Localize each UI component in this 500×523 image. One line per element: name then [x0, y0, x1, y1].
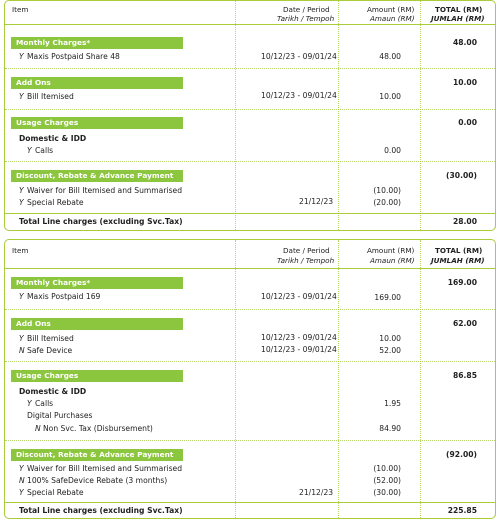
header-amount: Amount (RM) — [367, 246, 415, 255]
header-amount: Amount (RM) — [367, 5, 415, 14]
item-period: 10/12/23 - 09/01/24 — [261, 91, 337, 100]
item-period: 10/12/23 - 09/01/24 — [261, 345, 337, 354]
item-flag: Y — [19, 186, 24, 195]
section-badge-discount: Discount, Rebate & Advance Payment — [11, 449, 183, 461]
item-label: 100% SafeDevice Rebate (3 months) — [27, 476, 168, 485]
section-total-monthly: 169.00 — [447, 278, 477, 287]
section-badge-discount: Discount, Rebate & Advance Payment — [11, 170, 183, 182]
item-period: 10/12/23 - 09/01/24 — [261, 52, 337, 61]
item-amount: 1.95 — [384, 399, 401, 408]
item-period: 21/12/23 — [299, 197, 334, 206]
item-amount: (30.00) — [373, 488, 401, 497]
item-flag: N — [35, 424, 41, 433]
item-amount: 84.90 — [379, 424, 401, 433]
header-period: Date / Period — [283, 5, 330, 14]
header-total: TOTAL (RM) — [435, 246, 483, 255]
item-flag: Y — [19, 292, 24, 301]
table-header — [5, 240, 495, 269]
section-total-usage: 86.85 — [452, 371, 477, 380]
item-flag: Y — [19, 464, 24, 473]
section-total-usage: 0.00 — [458, 118, 477, 127]
item-flag: Y — [27, 146, 32, 155]
table-header — [5, 1, 495, 25]
item-flag: N — [19, 476, 25, 485]
item-amount: (20.00) — [373, 198, 401, 207]
item-flag: Y — [19, 488, 24, 497]
item-label: Waiver for Bill Itemised and Summarised — [27, 186, 183, 195]
section-badge-usage-charges: Usage Charges — [11, 117, 183, 129]
item-amount: 169.00 — [374, 293, 401, 302]
header-period-my: Tarikh / Tempoh — [277, 14, 335, 23]
section-total-discount: (92.00) — [446, 450, 477, 459]
section-badge-monthly-charges: Monthly Charges* — [11, 37, 183, 49]
item-flag: Y — [19, 92, 24, 101]
usage-group: Domestic & IDD — [19, 134, 87, 143]
header-total-my: JUMLAH (RM) — [431, 256, 485, 265]
item-amount: 0.00 — [384, 146, 401, 155]
item-amount: (10.00) — [373, 186, 401, 195]
item-amount: 10.00 — [379, 334, 401, 343]
item-period: 10/12/23 - 09/01/24 — [261, 333, 337, 342]
section-badge-add-ons: Add Ons — [11, 318, 183, 330]
line-total-label: Total Line charges (excluding Svc.Tax) — [19, 217, 183, 226]
item-label: Maxis Postpaid 169 — [27, 292, 101, 301]
item-label: Non Svc. Tax (Disbursement) — [43, 424, 153, 433]
section-total-monthly: 48.00 — [452, 38, 477, 47]
line-total-value: 28.00 — [452, 217, 477, 226]
item-label: Bill Itemised — [27, 334, 74, 343]
header-item: Item — [12, 246, 29, 255]
item-label: Safe Device — [27, 346, 73, 355]
bill-section-1 — [4, 0, 496, 231]
section-badge-monthly-charges: Monthly Charges* — [11, 277, 183, 289]
header-period: Date / Period — [283, 246, 330, 255]
item-label: Calls — [35, 146, 54, 155]
item-label: Calls — [35, 399, 54, 408]
header-item: Item — [12, 5, 29, 14]
item-label: Special Rebate — [27, 488, 84, 497]
item-flag: Y — [19, 334, 24, 343]
section-total-addons: 62.00 — [452, 319, 477, 328]
digital-purchases-label: Digital Purchases — [27, 411, 93, 420]
line-total-value: 225.85 — [447, 506, 477, 515]
item-flag: Y — [19, 52, 24, 61]
header-amount-my: Amaun (RM) — [370, 256, 415, 265]
item-amount: 10.00 — [379, 92, 401, 101]
header-period-my: Tarikh / Tempoh — [277, 256, 335, 265]
header-total-my: JUMLAH (RM) — [431, 14, 485, 23]
item-flag: Y — [27, 399, 32, 408]
item-amount: 52.00 — [379, 346, 401, 355]
header-total: TOTAL (RM) — [435, 5, 483, 14]
section-total-addons: 10.00 — [452, 78, 477, 87]
item-label: Waiver for Bill Itemised and Summarised — [27, 464, 183, 473]
item-label: Maxis Postpaid Share 48 — [27, 52, 120, 61]
item-period: 21/12/23 — [299, 488, 334, 497]
item-label: Special Rebate — [27, 198, 84, 207]
item-amount: (10.00) — [373, 464, 401, 473]
usage-group: Domestic & IDD — [19, 387, 87, 396]
section-badge-add-ons: Add Ons — [11, 77, 183, 89]
section-total-discount: (30.00) — [446, 171, 477, 180]
bill-section-2 — [4, 239, 496, 519]
item-flag: Y — [19, 198, 24, 207]
header-amount-my: Amaun (RM) — [370, 14, 415, 23]
section-badge-usage-charges: Usage Charges — [11, 370, 183, 382]
item-amount: (52.00) — [373, 476, 401, 485]
item-period: 10/12/23 - 09/01/24 — [261, 292, 337, 301]
line-total-label: Total Line charges (excluding Svc.Tax) — [19, 506, 183, 515]
item-amount: 48.00 — [379, 52, 401, 61]
item-flag: N — [19, 346, 25, 355]
item-label: Bill Itemised — [27, 92, 74, 101]
